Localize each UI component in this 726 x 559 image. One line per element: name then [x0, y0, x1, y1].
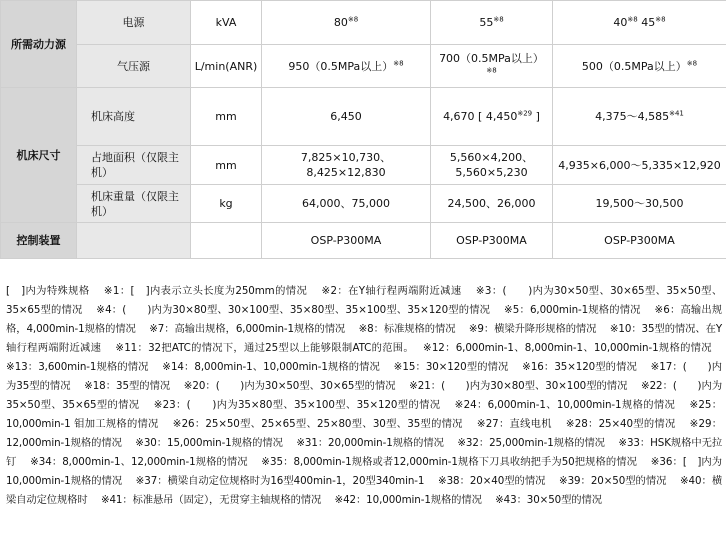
footnote-item: ※40：横梁自动定位规格时 [6, 475, 723, 506]
footnote-item: ※13：3,600min-1规格的情况 [6, 361, 149, 373]
footnote-item: ※38：20×40型的情况 [437, 475, 546, 487]
cell-electric-col1: 80$^{※8}$ [262, 1, 431, 45]
footnote-item: ※9：横梁升降形规格的情况 [468, 323, 597, 335]
footnote-item: ※36：[ ]内为10,000min-1规格的情况 [6, 456, 722, 487]
footnote-item: ※4：( )内为30×80型、30×100型、35×80型、35×100型、35×120型的情况 [96, 304, 491, 316]
footnote-item: ※20：( )内为30×50型、30×65型的情况 [183, 380, 396, 392]
cell-height-col3: 4,375～4,585$^{※41}$ [553, 88, 726, 146]
footnote-item: ※18：35型的情况 [84, 380, 171, 392]
cell-control-col1: OSP-P300MA [262, 223, 431, 259]
footnote-item: ※5：6,000min-1规格的情况 [504, 304, 641, 316]
footnote-item: ※14：8,000min-1、10,000min-1规格的情况 [162, 361, 380, 373]
footnote-item: ※17：( )内为35型的情况 [6, 361, 722, 392]
cell-height-col2: 4,670 [ 4,450$^{※29}$ ] [431, 88, 553, 146]
footnote-item: ※2：在Y轴行程两端附近减速 [321, 285, 462, 297]
footnote-item: ※31：20,000min-1规格的情况 [296, 437, 444, 449]
label-height: 机床高度 [77, 88, 191, 146]
footnote-item: ※23：( )内为35×80型、35×100型、35×120型的情况 [153, 399, 441, 411]
row-height [1, 88, 726, 146]
footnote-item: ※29：12,000min-1规格的情况 [6, 418, 722, 449]
cell-air-col1: 950（0.5MPa以上）$^{※8}$ [262, 45, 431, 88]
row-floor-area [1, 146, 726, 185]
spec-table [0, 0, 726, 259]
cell-control-col3: OSP-P300MA [553, 223, 726, 259]
footnote-item: ※6：高输出规格，4,000min-1规格的情况 [6, 304, 723, 335]
label-control-empty [77, 223, 191, 259]
row-control [1, 223, 726, 259]
footnote-item: ※33：HSK规格中无拉钉 [6, 437, 723, 468]
footnote-item: ※15：30×120型的情况 [393, 361, 509, 373]
label-weight: 机床重量（仅限主 机） [77, 185, 191, 223]
footnote-item: ※30：15,000min-1规格的情况 [135, 437, 283, 449]
label-floor-area: 占地面积（仅限主 机） [77, 146, 191, 185]
footnote-item: ※10：35型的情况、在Y轴行程两端附近减速 [6, 323, 723, 354]
cell-floor-area-col2: 5,560×4,200、 5,560×5,230 [431, 146, 553, 185]
cell-weight-col2: 24,500、26,000 [431, 185, 553, 223]
unit-weight: kg [191, 185, 262, 223]
footnote-item: ※37：横梁自动定位规格时为16型400min-1，20型340min-1 [135, 475, 425, 487]
unit-control-empty [191, 223, 262, 259]
footnote-item: ※3：( )内为30×50型、30×65型、35×50型、35×65型的情况 [6, 285, 723, 316]
footnote-item: ※28：25×40型的情况 [565, 418, 676, 430]
footnote-item: ※1：[ ]内表示立头长度为250mm的情况 [103, 285, 308, 297]
cell-weight-col1: 64,000、75,000 [262, 185, 431, 223]
unit-electric: kVA [191, 1, 262, 45]
footnote-item: ※32：25,000min-1规格的情况 [457, 437, 605, 449]
cell-electric-col3: 40$^{※8}$ 45$^{※8}$ [553, 1, 726, 45]
cell-weight-col3: 19,500～30,500 [553, 185, 726, 223]
cell-control-col2: OSP-P300MA [431, 223, 553, 259]
footnote-item: ※43：30×50型的情况 [495, 494, 602, 506]
category-size: 机床尺寸 [1, 88, 77, 223]
row-weight [1, 185, 726, 223]
cell-floor-area-col1: 7,825×10,730、 8,425×12,830 [262, 146, 431, 185]
footnote-item: ※41：标准悬吊（固定），无贯穿主轴规格的情况 [100, 494, 322, 506]
cell-electric-col2: 55$^{※8}$ [431, 1, 553, 45]
footnote-item: ※34：8,000min-1、12,000min-1规格的情况 [30, 456, 248, 468]
unit-air: L/min(ANR) [191, 45, 262, 88]
unit-height: mm [191, 88, 262, 146]
row-electric [1, 1, 726, 45]
footnotes [0, 282, 726, 559]
footnote-item: ※25：10,000min-1 钼加工规格的情况 [6, 399, 722, 430]
footnote-item: ※8：标准规格的情况 [358, 323, 456, 335]
cell-floor-area-col3: 4,935×6,000～5,335×12,920 [553, 146, 726, 185]
label-electric: 电源 [77, 1, 191, 45]
footnote-item: ※7：高输出规格，6,000min-1规格的情况 [149, 323, 346, 335]
cell-height-col1: 6,450 [262, 88, 431, 146]
unit-floor-area: mm [191, 146, 262, 185]
footnote-item: ※11：32把ATC的情况下，通过25型以上能够限制ATC的范围。 [115, 342, 409, 354]
cell-air-col3: 500（0.5MPa以上）$^{※8}$ [553, 45, 726, 88]
footnote-item: ※21：( )内为30×80型、30×100型的情况 [409, 380, 628, 392]
footnote-item: ※27：直线电机 [476, 418, 552, 430]
category-control: 控制装置 [1, 223, 77, 259]
footnote-item: ※42：10,000min-1规格的情况 [334, 494, 482, 506]
footnote-item: ※22：( )内为35×50型、35×65型的情况 [6, 380, 723, 411]
footnote-item: ※35：8,000min-1规格或者12,000min-1规格下刀具收纳把手为50把规格的情况 [261, 456, 638, 468]
row-air [1, 45, 726, 88]
cell-air-col2: 700（0.5MPa以上） $^{※8}$ [431, 45, 553, 88]
footnote-item: [ ]内为特殊规格 [6, 285, 90, 297]
footnote-item: ※39：20×50型的情况 [558, 475, 667, 487]
footnote-item: ※12：6,000min-1、8,000min-1、10,000min-1规格的情况 [422, 342, 712, 354]
footnote-item: ※16：35×120型的情况 [522, 361, 637, 373]
category-power: 所需动力源 [1, 1, 77, 88]
label-air: 气压源 [77, 45, 191, 88]
footnote-item: ※24：6,000min-1、10,000min-1规格的情况 [454, 399, 676, 411]
footnote-item: ※26：25×50型、25×65型、25×80型、30型、35型的情况 [172, 418, 463, 430]
